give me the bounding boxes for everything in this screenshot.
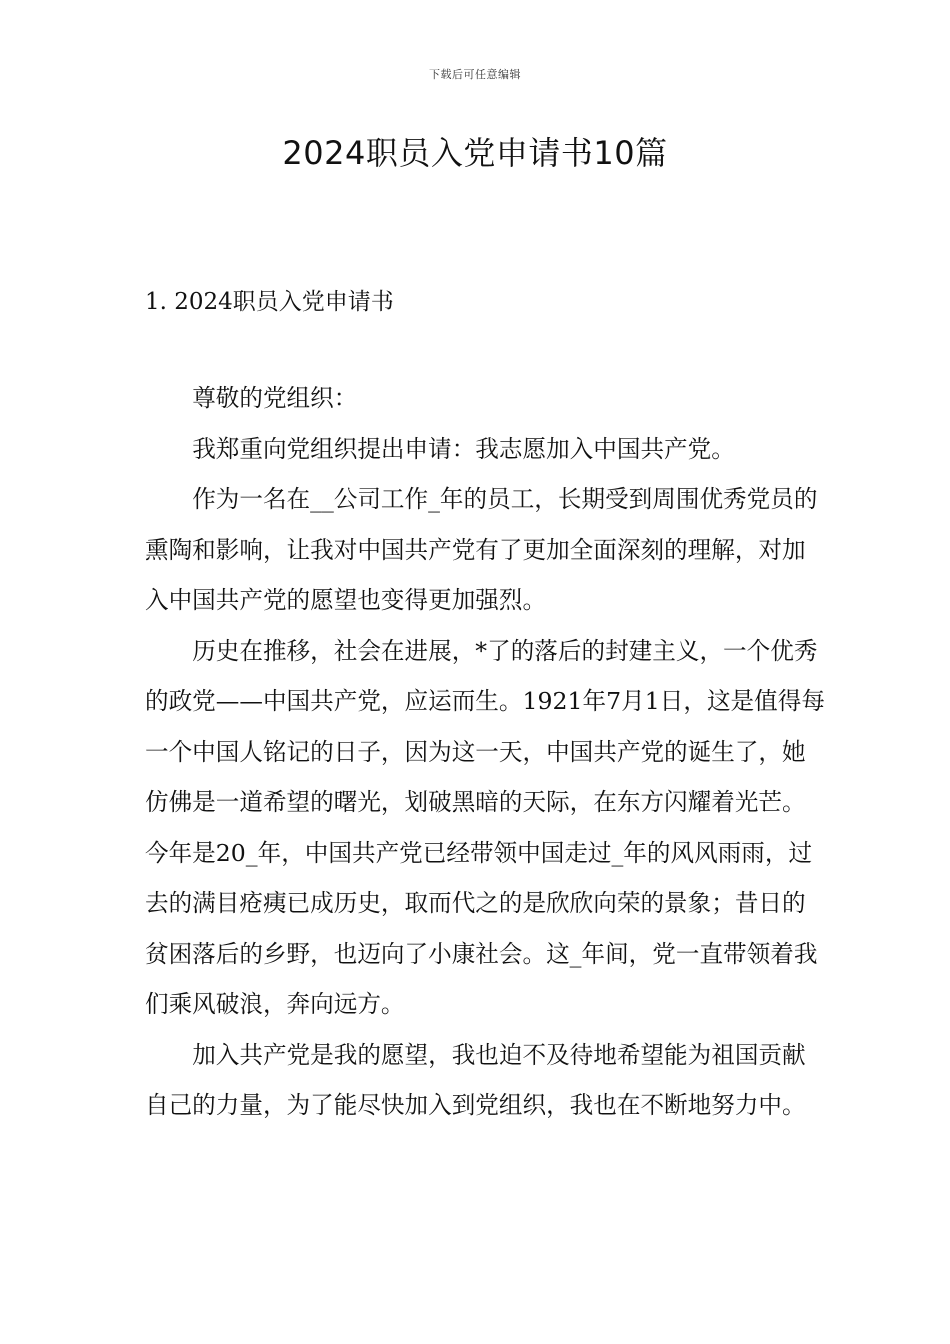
document-title: 2024职员入党申请书10篇 <box>282 134 668 172</box>
letter-paragraph: 加入共产党是我的愿望，我也迫不及待地希望能为祖国贡献自己的力量，为了能尽快加入到党组织，我也在不断地努力中。 <box>145 1040 806 1119</box>
letter-paragraph: 历史在推移，社会在进展，*了的落后的封建主义，一个优秀的政党——中国共产党，应运而生。1921年7月1日，这是值得每一个中国人铭记的日子，因为这一天，中国共产党的诞生了，她仿佛是一道希望的曙光，划破黑暗的天际，在东方闪耀着光芒。今年是20_年，中国共产党已经带领中国走过_年的风风雨雨，过去的满目疮痍已成历史，取而代之的是欣欣向荣的景象；昔日的贫困落后的乡野，也迈向了小康社会。这_年间，党一直带领着我们乘风破浪，奔向远方。 <box>145 636 825 1018</box>
header-note: 下载后可任意编辑 <box>429 68 521 81</box>
section-heading: 1. 2024职员入党申请书 <box>145 289 394 315</box>
letter-body <box>145 373 825 1131</box>
letter-paragraph: 作为一名在__公司工作_年的员工，长期受到周围优秀党员的熏陶和影响，让我对中国共产党有了更加全面深刻的理解，对加入中国共产党的愿望也变得更加强烈。 <box>145 485 818 614</box>
letter-salutation: 尊敬的党组织： <box>192 384 358 412</box>
letter-paragraph: 我郑重向党组织提出申请：我志愿加入中国共产党。 <box>192 434 735 463</box>
